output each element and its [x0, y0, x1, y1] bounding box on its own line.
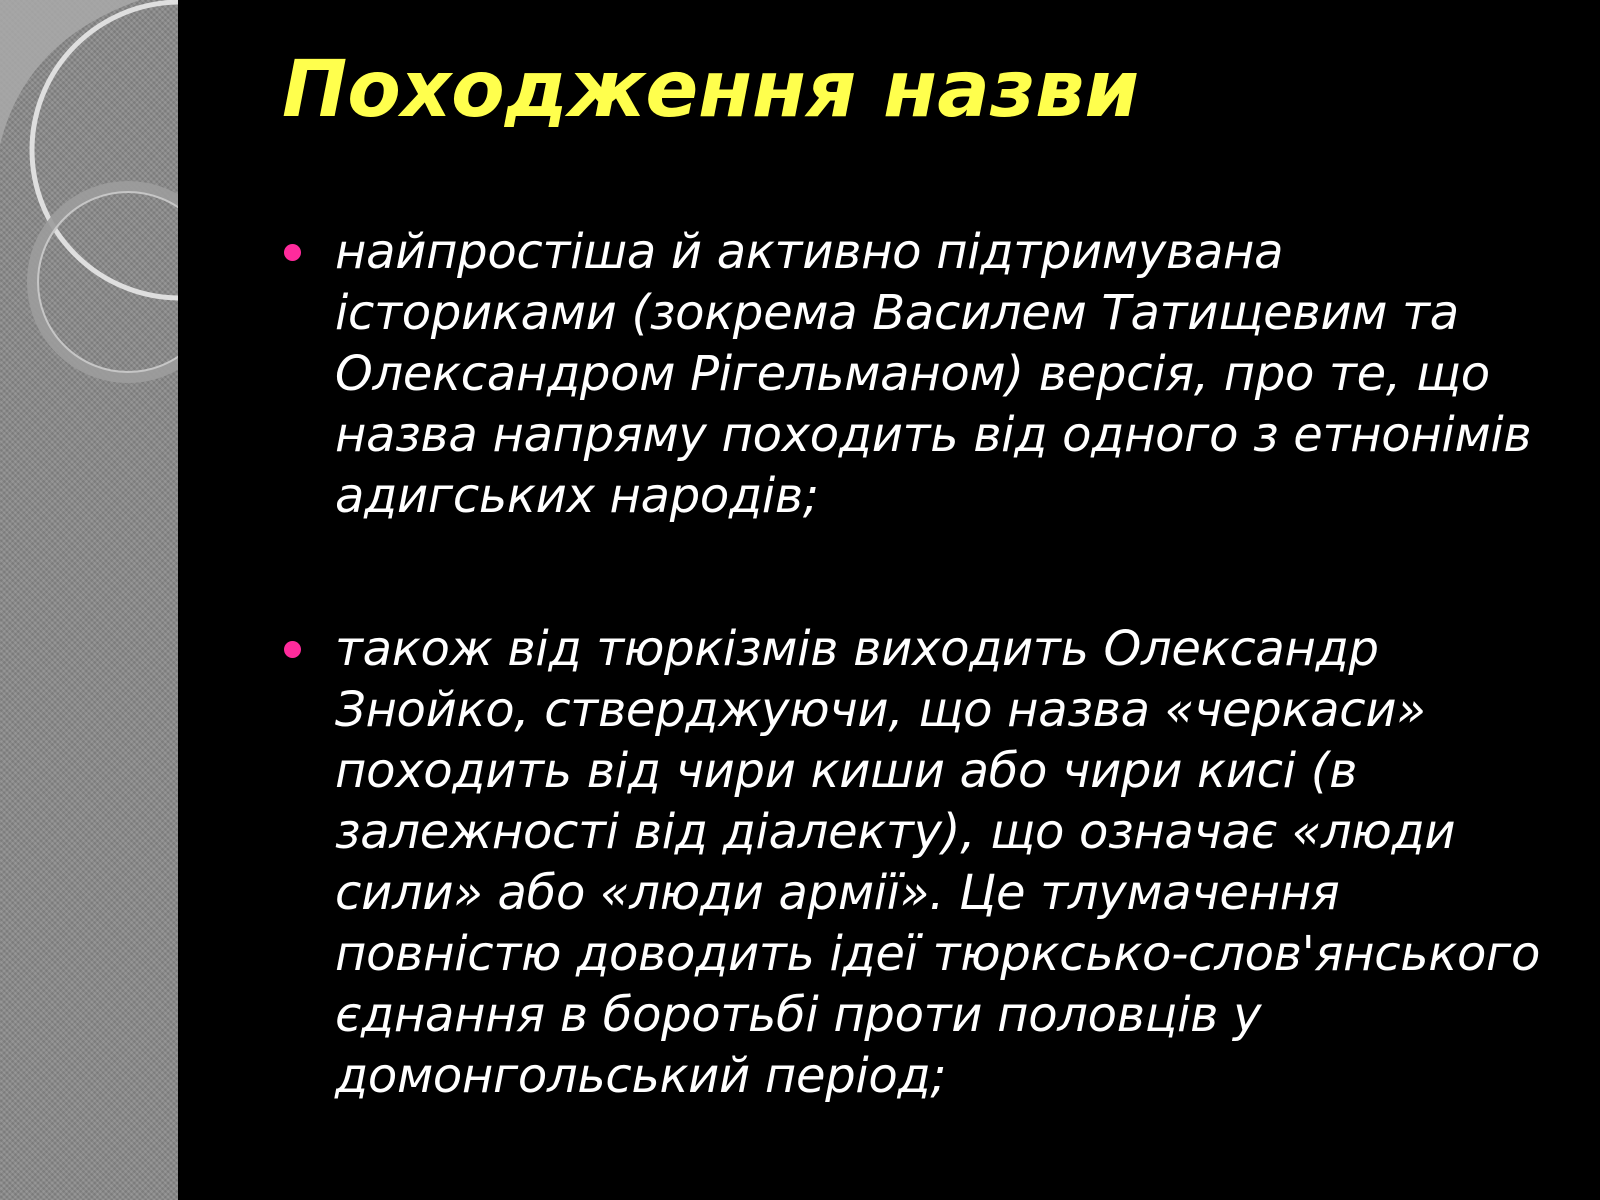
bullet-dot-icon: [284, 244, 301, 261]
bullet-dot-icon: [284, 641, 301, 658]
slide-title: Походження назви: [282, 45, 1140, 135]
bullet-text: найпростіша й активно підтримувана істориками (зокрема Василем Татищевим та Олександром Рігельманом) версія, про те, що назва напряму походить від одного з етнонімів адигських народів;: [335, 224, 1532, 524]
decorative-rings: [0, 0, 178, 1200]
bullet-list: [280, 222, 1550, 1107]
corner-quarter-circle: [0, 0, 140, 145]
bullet-item-1: [280, 222, 1550, 527]
bullet-text: також від тюркізмів виходить Олександр Знойко, стверджуючи, що назва «черкаси» походить від чири киши або чири кисі (в залежності від діалекту), що означає «люди сили» або «люди армії». Це тлумачення повністю доводить ідеї тюркськo-слов'янського єднання в боротьбі проти половців у домонгольський період;: [335, 621, 1541, 1104]
bullet-item-2: [280, 619, 1550, 1107]
small-ring: [33, 187, 178, 377]
decorative-side-panel: [0, 0, 178, 1200]
